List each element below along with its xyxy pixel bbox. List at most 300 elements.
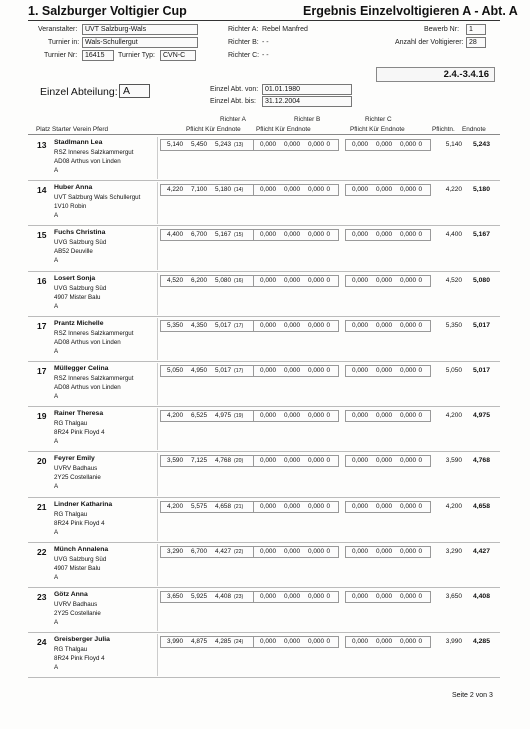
row-abteilung: A <box>54 483 59 491</box>
score-b-r: 0 <box>326 231 330 239</box>
row-verein: RSZ Inneres Salzkammergut <box>54 329 134 337</box>
score-c-e: 0,000 <box>400 593 416 600</box>
score-c-k: 0,000 <box>376 141 392 148</box>
score-box-b <box>253 275 339 287</box>
row-platz: 21 <box>37 501 47 512</box>
row-divider <box>28 225 500 226</box>
row-endnote: 4,768 <box>472 457 490 465</box>
score-a-e: 4,427 <box>215 547 231 555</box>
score-c-e: 0,000 <box>400 186 416 194</box>
score-c-k: 0,000 <box>376 231 392 239</box>
row-divider <box>28 542 500 543</box>
score-c-p: 0,000 <box>352 321 368 329</box>
score-c-r: 0 <box>418 186 422 194</box>
score-b-k: 0,000 <box>284 547 300 555</box>
score-c-k: 0,000 <box>376 321 392 329</box>
score-b-p: 0,000 <box>260 638 276 646</box>
score-b-e: 0,000 <box>308 231 324 239</box>
score-a-p: 4,200 <box>167 502 183 510</box>
veranstalter-field: UVT Salzburg-Wals <box>82 24 198 35</box>
score-b-r: 0 <box>326 412 330 420</box>
score-box-a <box>160 229 262 241</box>
row-pferd: 8R24 Pink Floyd 4 <box>54 519 105 527</box>
col-pflichtn: Pflichtn. <box>432 126 455 133</box>
score-c-p: 0,000 <box>352 593 368 600</box>
score-a-p: 4,520 <box>167 276 183 284</box>
anzahl-label: Anzahl der Voltigierer: <box>395 39 464 46</box>
score-c-e: 0,000 <box>400 367 416 374</box>
row-divider <box>28 271 500 272</box>
score-a-e: 5,167 <box>215 231 231 239</box>
row-endnote: 5,167 <box>472 231 490 239</box>
row-divider <box>28 316 500 317</box>
row-pflichtnote: 5,140 <box>445 141 462 148</box>
score-b-e: 0,000 <box>308 321 324 329</box>
score-b-r: 0 <box>326 321 330 329</box>
score-b-r: 0 <box>326 141 330 148</box>
score-c-k: 0,000 <box>376 276 392 284</box>
score-b-e: 0,000 <box>308 502 324 510</box>
rank-a: (17) <box>234 368 244 374</box>
score-b-e: 0,000 <box>308 412 324 420</box>
score-a-p: 5,350 <box>167 321 183 329</box>
score-box-b <box>253 546 339 558</box>
row-pflichtnote: 4,220 <box>445 186 462 194</box>
row-separator <box>157 634 158 676</box>
score-box-a <box>160 320 262 332</box>
score-c-p: 0,000 <box>352 141 368 148</box>
col-endnote: Endnote <box>462 126 486 133</box>
score-box-b <box>253 410 339 422</box>
score-a-k: 6,700 <box>191 547 207 555</box>
score-c-p: 0,000 <box>352 276 368 284</box>
row-endnote: 4,427 <box>472 547 490 555</box>
score-a-e: 5,180 <box>215 186 231 194</box>
score-c-r: 0 <box>418 367 422 374</box>
score-a-e: 4,285 <box>215 638 231 646</box>
row-abteilung: A <box>54 257 59 265</box>
score-box-b <box>253 184 339 196</box>
score-a-k: 4,950 <box>191 367 207 374</box>
row-platz: 17 <box>37 320 47 331</box>
score-b-k: 0,000 <box>284 502 300 510</box>
row-pferd: AD08 Arthus von Linden <box>54 158 121 165</box>
richter-a-name: Rebel Manfred <box>262 26 308 33</box>
rank-a: (24) <box>234 639 244 646</box>
score-b-k: 0,000 <box>284 457 300 465</box>
score-b-k: 0,000 <box>284 141 300 148</box>
score-a-p: 5,050 <box>167 367 183 374</box>
score-c-e: 0,000 <box>400 412 416 420</box>
rank-a: (16) <box>234 277 244 284</box>
score-box-a <box>160 410 262 422</box>
score-b-e: 0,000 <box>308 141 324 148</box>
bewerb-field: 1 <box>466 24 486 35</box>
row-pflichtnote: 5,350 <box>445 321 462 329</box>
rank-a: (23) <box>234 594 244 600</box>
score-c-k: 0,000 <box>376 638 392 646</box>
score-a-p: 4,200 <box>167 412 183 420</box>
score-c-k: 0,000 <box>376 412 392 420</box>
score-box-c <box>345 184 431 196</box>
row-pferd: 2Y25 Costellanie <box>54 474 101 482</box>
score-c-p: 0,000 <box>352 502 368 510</box>
row-pferd: 8R24 Pink Floyd 4 <box>54 429 105 437</box>
row-name: Müllegger Celina <box>54 365 109 372</box>
row-name: Prantz Michelle <box>54 319 104 327</box>
row-pferd: 8R24 Pink Floyd 4 <box>54 655 105 663</box>
score-b-p: 0,000 <box>260 547 276 555</box>
row-verein: RSZ Inneres Salzkammergut <box>54 149 134 156</box>
row-platz: 19 <box>37 411 47 422</box>
row-divider <box>28 497 500 498</box>
score-c-e: 0,000 <box>400 502 416 510</box>
turnier-typ-label: Turnier Typ: <box>118 52 155 59</box>
row-endnote: 5,080 <box>472 276 490 284</box>
row-divider <box>28 632 500 633</box>
score-b-p: 0,000 <box>260 186 276 194</box>
score-c-r: 0 <box>418 502 422 510</box>
row-pflichtnote: 5,050 <box>445 367 462 374</box>
row-abteilung: A <box>54 573 59 581</box>
row-name: Rainer Theresa <box>54 410 104 418</box>
score-box-a <box>160 636 262 648</box>
row-verein: UVT Salzburg Wals Schullergut <box>54 194 141 202</box>
score-c-e: 0,000 <box>400 141 416 148</box>
abteilung-label: Einzel Abteilung: <box>40 86 118 98</box>
row-divider <box>28 180 500 181</box>
page-number: Seite 2 von 3 <box>452 692 493 699</box>
row-pflichtnote: 4,520 <box>445 276 462 284</box>
bewerb-label: Bewerb Nr: <box>424 26 460 33</box>
veranstalter-label: Veranstalter: <box>38 26 78 33</box>
score-c-e: 0,000 <box>400 276 416 284</box>
score-a-k: 6,200 <box>191 276 207 284</box>
row-divider <box>28 361 500 362</box>
col-sub-a: Pflicht Kür Endnote <box>186 126 241 133</box>
score-box-c <box>345 139 431 151</box>
rank-a: (14) <box>234 187 244 194</box>
row-platz: 24 <box>37 637 47 648</box>
col-sub-c: Pflicht Kür Endnote <box>350 126 405 133</box>
row-verein: UVG Salzburg Süd <box>54 239 107 247</box>
row-separator <box>157 182 158 224</box>
score-box-c <box>345 546 431 558</box>
score-b-k: 0,000 <box>284 186 300 194</box>
score-b-r: 0 <box>326 457 330 465</box>
score-b-e: 0,000 <box>308 367 324 374</box>
row-abteilung: A <box>54 438 59 446</box>
col-richter-a: Richter A <box>220 116 246 123</box>
richter-b-label: Richter B: <box>228 39 259 46</box>
row-name: Feyrer Emily <box>54 455 95 463</box>
score-c-e: 0,000 <box>400 231 416 239</box>
score-b-r: 0 <box>326 547 330 555</box>
score-b-e: 0,000 <box>308 186 324 194</box>
row-divider <box>28 451 500 452</box>
score-c-k: 0,000 <box>376 186 392 194</box>
score-c-e: 0,000 <box>400 457 416 465</box>
score-box-c <box>345 591 431 603</box>
abt-von-label: Einzel Abt. von: <box>210 86 259 93</box>
row-name: Greisberger Julia <box>54 636 110 644</box>
score-c-r: 0 <box>418 457 422 465</box>
row-endnote: 5,017 <box>472 367 490 374</box>
row-separator <box>157 273 158 315</box>
row-name: Münch Annalena <box>54 545 109 553</box>
rank-a: (15) <box>234 232 244 239</box>
score-c-r: 0 <box>418 141 422 148</box>
row-endnote: 4,975 <box>472 412 490 420</box>
row-pflichtnote: 4,400 <box>445 231 462 239</box>
row-separator <box>157 318 158 360</box>
row-abteilung: A <box>54 212 59 220</box>
score-box-a <box>160 546 262 558</box>
row-pflichtnote: 3,990 <box>445 638 462 646</box>
score-b-p: 0,000 <box>260 412 276 420</box>
score-b-p: 0,000 <box>260 276 276 284</box>
col-richter-c: Richter C <box>365 116 392 123</box>
rank-a: (20) <box>234 458 244 465</box>
score-a-p: 3,290 <box>167 547 183 555</box>
col-richter-b: Richter B <box>294 116 321 123</box>
score-b-r: 0 <box>326 367 330 374</box>
rank-a: (19) <box>234 413 244 420</box>
score-a-e: 4,658 <box>215 502 231 510</box>
row-platz: 15 <box>37 230 47 241</box>
score-a-k: 4,350 <box>191 321 207 329</box>
score-a-e: 4,408 <box>215 593 231 600</box>
score-c-k: 0,000 <box>376 502 392 510</box>
abt-bis-field: 31.12.2004 <box>262 96 352 107</box>
score-c-e: 0,000 <box>400 547 416 555</box>
row-pflichtnote: 3,650 <box>445 593 462 600</box>
row-name: Huber Anna <box>54 184 93 192</box>
score-b-k: 0,000 <box>284 412 300 420</box>
score-box-a <box>160 365 262 377</box>
score-a-k: 5,575 <box>191 502 207 510</box>
score-a-e: 5,017 <box>215 321 231 329</box>
score-box-b <box>253 501 339 513</box>
score-b-r: 0 <box>326 186 330 194</box>
score-b-e: 0,000 <box>308 547 324 555</box>
score-box-c <box>345 455 431 467</box>
row-verein: UVG Salzburg Süd <box>54 284 107 292</box>
row-divider <box>28 677 500 678</box>
col-left: Platz Starter Verein Pferd <box>36 126 109 133</box>
row-verein: UVG Salzburg Süd <box>54 555 107 563</box>
score-b-k: 0,000 <box>284 276 300 284</box>
row-endnote: 5,017 <box>472 321 490 329</box>
score-c-r: 0 <box>418 321 422 329</box>
row-name: Fuchs Christina <box>54 229 106 237</box>
row-pferd: 4907 Mister Balu <box>54 564 101 572</box>
score-box-a <box>160 455 262 467</box>
score-b-r: 0 <box>326 638 330 646</box>
score-box-c <box>345 320 431 332</box>
score-box-b <box>253 139 339 151</box>
score-b-r: 0 <box>326 593 330 600</box>
score-a-e: 5,080 <box>215 276 231 284</box>
row-verein: RG Thalgau <box>54 646 88 654</box>
row-separator <box>157 363 158 405</box>
score-box-c <box>345 501 431 513</box>
score-a-e: 5,243 <box>215 141 231 148</box>
score-b-r: 0 <box>326 276 330 284</box>
score-box-c <box>345 275 431 287</box>
score-c-p: 0,000 <box>352 457 368 465</box>
score-box-b <box>253 229 339 241</box>
row-pferd: AD08 Arthus von Linden <box>54 338 121 346</box>
score-box-b <box>253 365 339 377</box>
row-divider <box>28 587 500 588</box>
score-box-c <box>345 636 431 648</box>
row-platz: 22 <box>37 546 47 557</box>
row-separator <box>157 544 158 586</box>
row-abteilung: A <box>54 167 59 174</box>
score-c-k: 0,000 <box>376 457 392 465</box>
score-b-p: 0,000 <box>260 593 276 600</box>
row-separator <box>157 589 158 631</box>
header-rule <box>28 134 500 135</box>
score-a-p: 3,990 <box>167 638 183 646</box>
score-b-p: 0,000 <box>260 367 276 374</box>
row-endnote: 4,658 <box>472 502 490 510</box>
score-a-p: 4,220 <box>167 186 183 194</box>
richter-a-label: Richter A: <box>228 26 259 33</box>
turnier-typ-field: CVN-C <box>160 50 196 61</box>
score-c-r: 0 <box>418 231 422 239</box>
score-c-r: 0 <box>418 638 422 646</box>
score-a-k: 6,700 <box>191 231 207 239</box>
score-c-p: 0,000 <box>352 186 368 194</box>
score-c-p: 0,000 <box>352 547 368 555</box>
row-endnote: 5,243 <box>472 141 490 148</box>
score-c-r: 0 <box>418 547 422 555</box>
score-b-k: 0,000 <box>284 321 300 329</box>
row-verein: RSZ Inneres Salzkammergut <box>54 375 134 382</box>
row-platz: 14 <box>37 185 47 196</box>
score-box-b <box>253 591 339 603</box>
rank-a: (13) <box>234 142 244 148</box>
score-b-p: 0,000 <box>260 457 276 465</box>
row-pferd: 2Y25 Costellanie <box>54 610 101 617</box>
abt-von-field: 01.01.1980 <box>262 84 352 95</box>
row-pferd: AD08 Arthus von Linden <box>54 384 121 391</box>
score-b-r: 0 <box>326 502 330 510</box>
row-name: Losert Sonja <box>54 274 96 282</box>
score-box-a <box>160 501 262 513</box>
row-endnote: 4,285 <box>472 638 490 646</box>
rank-a: (21) <box>234 503 244 510</box>
row-abteilung: A <box>54 302 59 310</box>
score-box-c <box>345 229 431 241</box>
rank-a: (17) <box>234 322 244 329</box>
row-abteilung: A <box>54 347 59 355</box>
score-a-e: 4,975 <box>215 412 231 420</box>
score-c-r: 0 <box>418 276 422 284</box>
score-c-p: 0,000 <box>352 412 368 420</box>
row-abteilung: A <box>54 664 59 672</box>
score-c-k: 0,000 <box>376 593 392 600</box>
score-box-c <box>345 365 431 377</box>
score-b-p: 0,000 <box>260 141 276 148</box>
score-a-p: 5,140 <box>167 141 183 148</box>
score-box-b <box>253 320 339 332</box>
turnier-nr-label: Turnier Nr: <box>44 52 78 59</box>
row-verein: UVRV Badhaus <box>54 465 98 473</box>
row-verein: RG Thalgau <box>54 420 88 428</box>
row-name: Götz Anna <box>54 591 88 598</box>
row-pflichtnote: 4,200 <box>445 412 462 420</box>
score-c-k: 0,000 <box>376 367 392 374</box>
score-a-e: 4,768 <box>215 457 231 465</box>
score-a-p: 3,590 <box>167 457 183 465</box>
score-box-a <box>160 591 262 603</box>
score-b-k: 0,000 <box>284 593 300 600</box>
score-c-p: 0,000 <box>352 367 368 374</box>
row-separator <box>157 137 158 179</box>
row-pferd: 4907 Mister Balu <box>54 293 101 301</box>
date-range: 2.4.-3.4.16 <box>376 67 495 82</box>
score-box-b <box>253 455 339 467</box>
score-b-k: 0,000 <box>284 638 300 646</box>
score-a-k: 4,875 <box>191 638 207 646</box>
score-c-p: 0,000 <box>352 638 368 646</box>
row-abteilung: A <box>54 393 59 400</box>
row-pferd: 1V10 Robin <box>54 203 87 211</box>
row-pflichtnote: 3,590 <box>445 457 462 465</box>
score-c-e: 0,000 <box>400 321 416 329</box>
rank-a: (22) <box>234 548 244 555</box>
row-verein: UVRV Badhaus <box>54 601 98 608</box>
score-b-k: 0,000 <box>284 231 300 239</box>
score-b-p: 0,000 <box>260 231 276 239</box>
row-endnote: 5,180 <box>472 186 490 194</box>
score-b-p: 0,000 <box>260 321 276 329</box>
event-title: 1. Salzburger Voltigier Cup <box>28 4 187 18</box>
score-b-e: 0,000 <box>308 276 324 284</box>
score-a-p: 4,400 <box>167 231 183 239</box>
score-c-p: 0,000 <box>352 231 368 239</box>
row-name: Lindner Katharina <box>54 500 113 508</box>
score-box-b <box>253 636 339 648</box>
abteilung-field: A <box>119 84 150 98</box>
anzahl-field: 28 <box>466 37 486 48</box>
row-platz: 13 <box>37 140 47 150</box>
turnier-in-field: Wals-Schullergut <box>82 37 198 48</box>
score-box-a <box>160 275 262 287</box>
title-divider <box>28 20 500 21</box>
score-a-k: 5,925 <box>191 593 207 600</box>
richter-b-name: - - <box>262 39 269 46</box>
turnier-in-label: Turnier in: <box>48 39 80 46</box>
score-b-p: 0,000 <box>260 502 276 510</box>
row-abteilung: A <box>54 619 59 626</box>
score-box-a <box>160 139 262 151</box>
row-name: Stadlmann Lea <box>54 139 103 146</box>
score-a-p: 3,650 <box>167 593 183 600</box>
score-b-k: 0,000 <box>284 367 300 374</box>
score-a-e: 5,017 <box>215 367 231 374</box>
result-title: Ergebnis Einzelvoltigieren A - Abt. A <box>303 4 518 18</box>
row-pflichtnote: 4,200 <box>445 502 462 510</box>
score-c-r: 0 <box>418 593 422 600</box>
score-c-e: 0,000 <box>400 638 416 646</box>
score-b-e: 0,000 <box>308 593 324 600</box>
row-platz: 16 <box>37 275 47 286</box>
row-separator <box>157 499 158 541</box>
